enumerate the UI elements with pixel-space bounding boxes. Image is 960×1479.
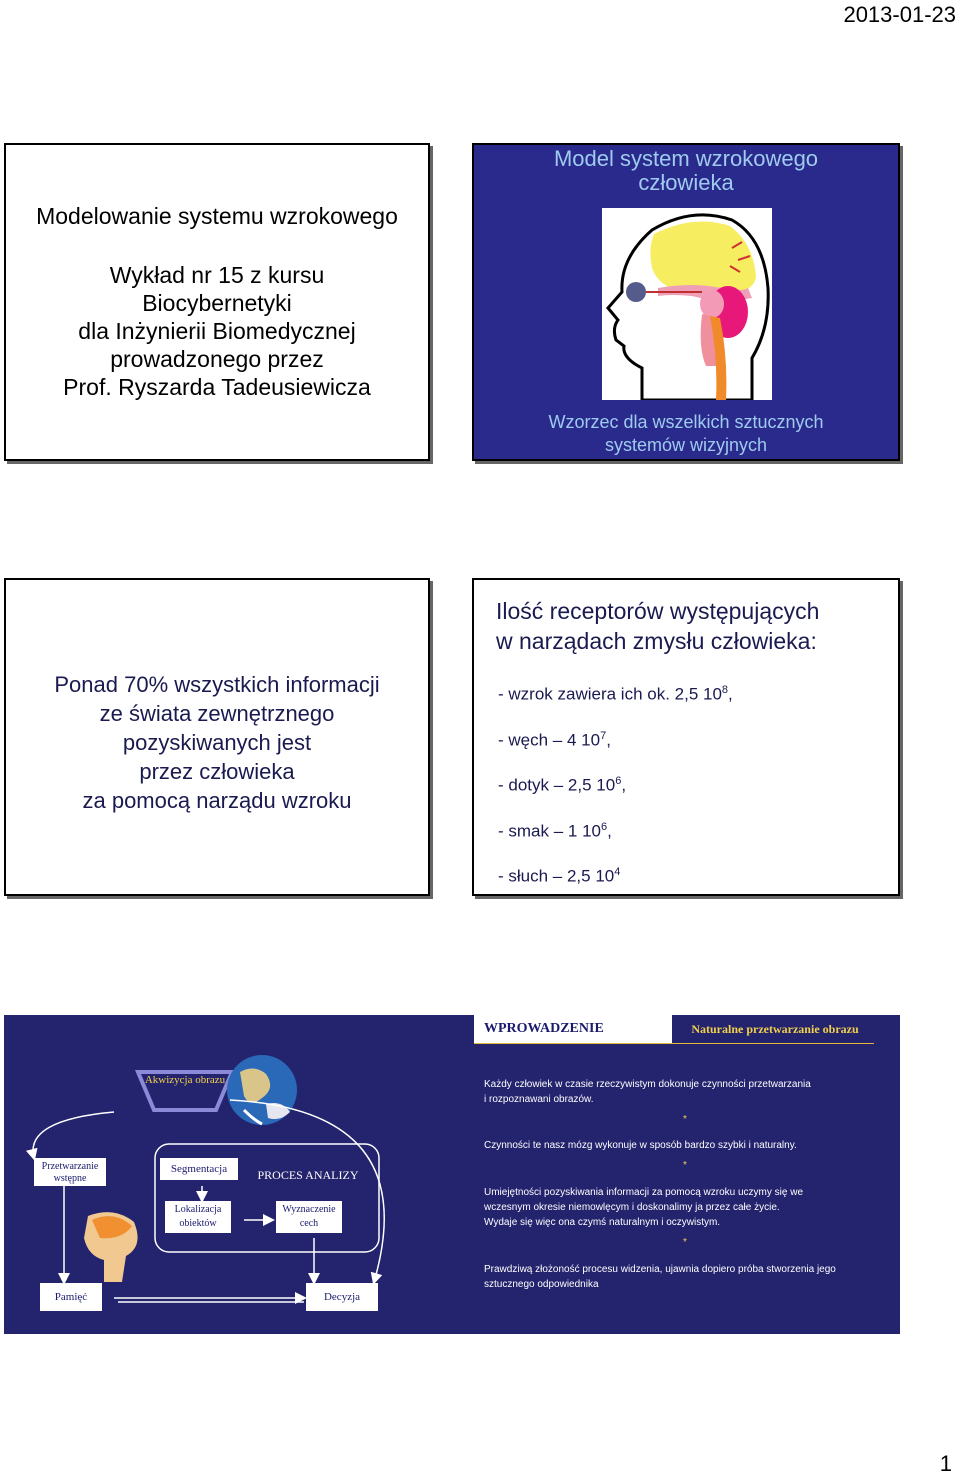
slide-heading — [474, 147, 898, 195]
intro-paragraph: Każdy człowiek w czasie rzeczywistym dokonuje czynności przetwarzania i rozpoznawani obrazów. — [484, 1079, 811, 1105]
heading-line: człowieka — [638, 170, 734, 195]
lecture-title: Modelowanie systemu wzrokowego — [36, 203, 398, 229]
fact-line: ze świata zewnętrznego — [99, 701, 335, 726]
diagram-localization: Lokalizacja obiektów — [165, 1201, 231, 1233]
slide-vision-fact — [4, 578, 430, 896]
diagram-preprocessing: Przetwarzanie wstępne — [34, 1158, 106, 1186]
diagram-decision: Decyzja — [306, 1283, 378, 1311]
divider — [474, 1043, 874, 1044]
intro-paragraph: Czynności te nasz mózg wykonuje w sposób bardzo szybki i naturalny. — [484, 1140, 797, 1151]
intro-paragraph: Umiejętności pozyskiwania informacji za pomocą wzroku uczymy się we wczesnym okresie niemowlęcym i doskonalimy ja przez całe życie. Wydaje się więc ona czymś naturalnym i oczywistym. — [484, 1187, 803, 1228]
heading-line: w narządach zmysłu człowieka: — [496, 628, 817, 654]
heading-line: Ilość receptorów występujących — [496, 598, 820, 624]
subtitle-line: prowadzonego przez — [110, 346, 324, 372]
subtitle-line: Prof. Ryszarda Tadeusiewicza — [63, 374, 371, 400]
subtitle-line: Biocybernetyki — [142, 290, 292, 316]
receptor-item: - węch – 4 $10^7$, — [498, 730, 611, 750]
intro-paragraph: Prawdziwą złożoność procesu widzenia, ujawnia dopiero próba stworzenia jego sztucznego odpowiednika — [484, 1264, 836, 1290]
fact-line: pozyskiwanych jest — [122, 730, 312, 755]
fact-line: Ponad 70% wszystkich informacji — [54, 672, 380, 697]
bullet-star: * — [683, 1114, 687, 1125]
caption-line: systemów wizyjnych — [604, 435, 768, 455]
receptor-item: - słuch – 2,5 $10^4$ — [498, 866, 621, 886]
slide-visual-model — [472, 143, 900, 461]
diagram-acquisition: Akwizycja obrazu — [144, 1074, 226, 1086]
lecture-subtitle — [6, 261, 428, 401]
receptor-item: - smak – 1 $10^6$, — [498, 821, 612, 841]
slide-title — [4, 143, 430, 461]
slide-caption — [474, 411, 898, 457]
intro-subheader: Naturalne przetwarzanie obrazu — [691, 1022, 859, 1036]
slide-receptors — [472, 578, 900, 896]
receptor-item: - dotyk – 2,5 $10^6$, — [498, 775, 627, 795]
heading-line: Model system wzrokowego — [553, 146, 819, 171]
fact-line: za pomocą narządu wzroku — [82, 788, 352, 813]
diagram-segmentation: Segmentacja — [160, 1158, 238, 1180]
fact-line: przez człowieka — [139, 759, 295, 784]
diagram-memory: Pamięć — [40, 1283, 102, 1311]
bullet-star: * — [683, 1160, 687, 1171]
receptor-item: - wzrok zawiera ich ok. 2,5 $10^8$, — [498, 684, 733, 704]
fact-text — [6, 670, 428, 815]
head-anatomy-icon — [602, 208, 772, 400]
head-anatomy-illustration — [602, 208, 772, 400]
caption-line: Wzorzec dla wszelkich sztucznych — [548, 412, 824, 432]
page-date: 2013-01-23 — [843, 2, 956, 27]
bullet-star: * — [683, 1237, 687, 1248]
receptors-heading — [496, 596, 819, 656]
diagram-analysis-label: PROCES ANALIZY — [257, 1168, 359, 1182]
page-number: 1 — [939, 1451, 952, 1476]
intro-header: WPROWADZENIE — [474, 1015, 672, 1043]
diagram-features: Wyznaczenie cech — [276, 1201, 342, 1233]
subtitle-line: Wykład nr 15 z kursu — [109, 262, 325, 288]
subtitle-line: dla Inżynierii Biomedycznej — [78, 318, 356, 344]
